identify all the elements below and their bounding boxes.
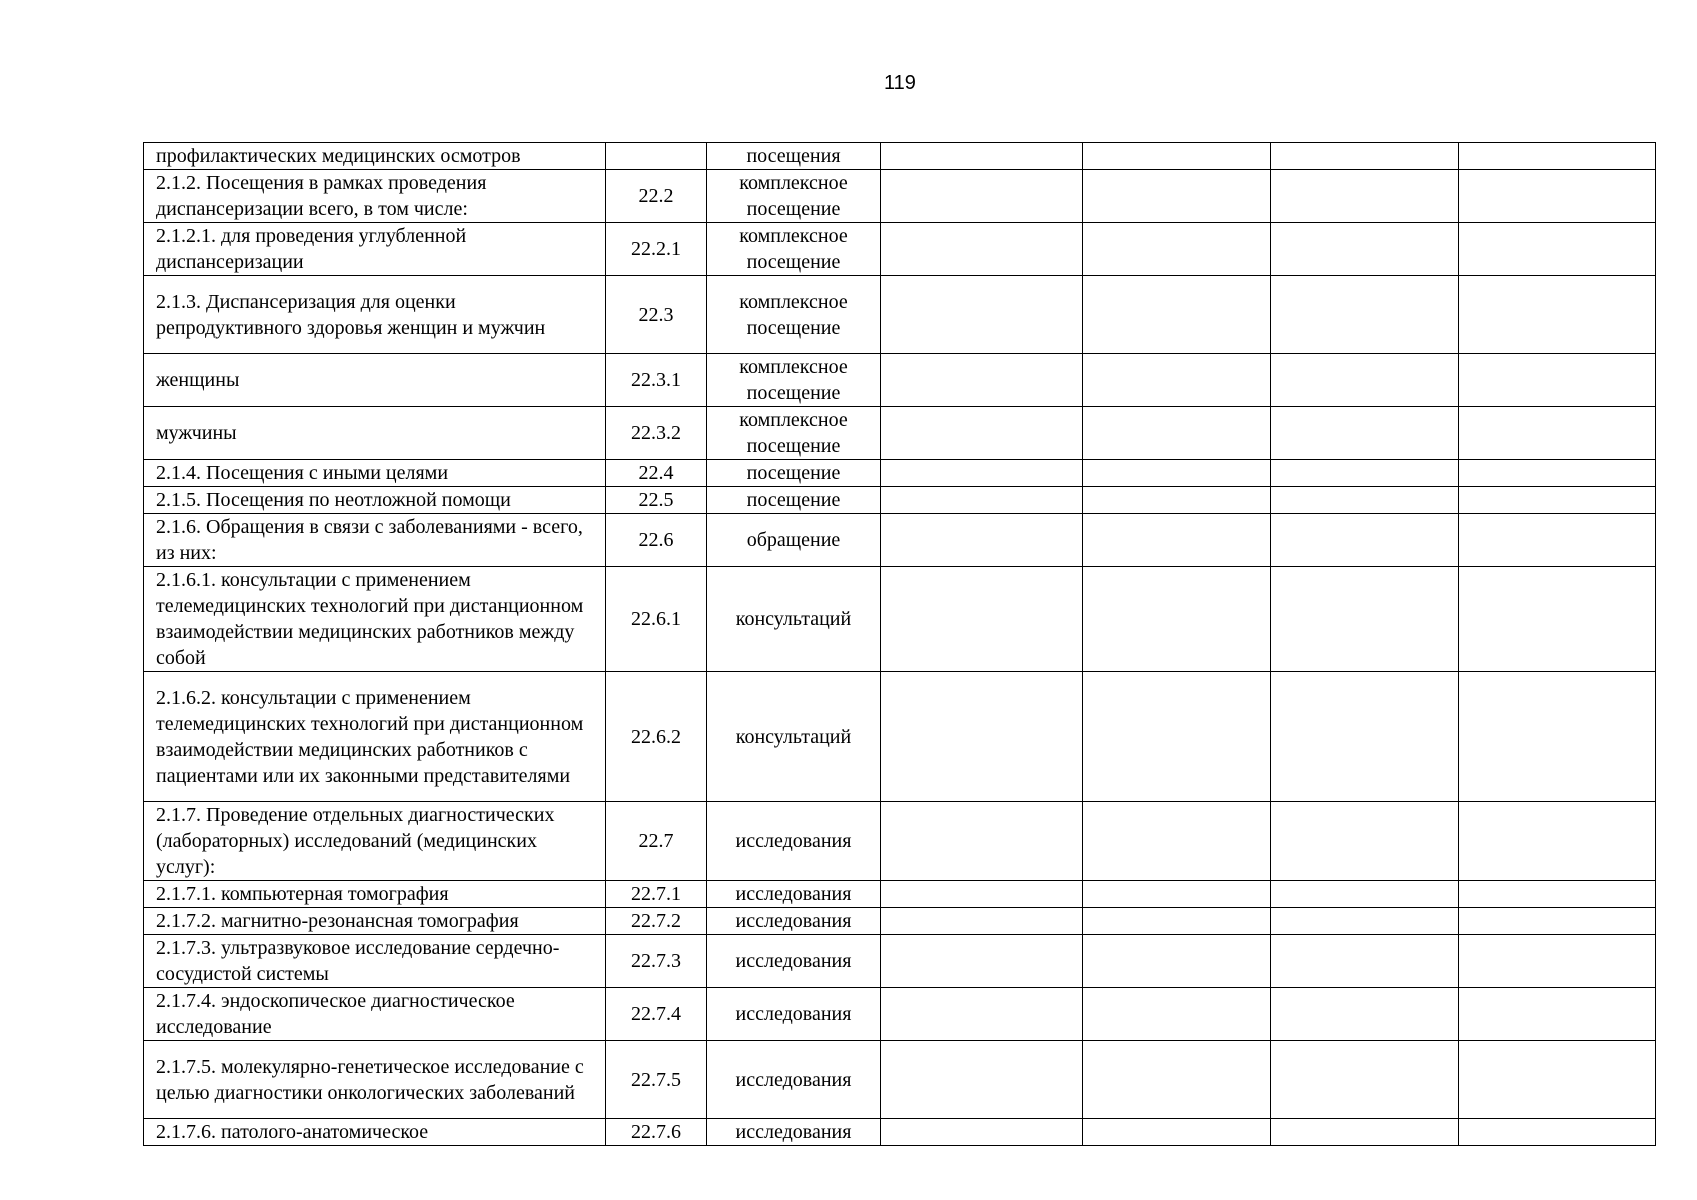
table-row [144, 143, 1656, 170]
row-unit-cell: исследования [707, 988, 881, 1041]
row-code-cell: 22.7.2 [606, 908, 707, 935]
empty-value-cell [1083, 1119, 1271, 1146]
empty-value-cell [881, 908, 1083, 935]
table-row [144, 170, 1656, 223]
row-code-cell: 22.2 [606, 170, 707, 223]
row-name-cell: 2.1.7.4. эндоскопическое диагностическое исследование [144, 988, 606, 1041]
empty-value-cell [1271, 514, 1459, 567]
empty-value-cell [1459, 354, 1656, 407]
row-unit-cell: консультаций [707, 672, 881, 802]
empty-value-cell [1083, 802, 1271, 881]
row-code-cell: 22.7.6 [606, 1119, 707, 1146]
row-unit-cell: посещение [707, 460, 881, 487]
empty-value-cell [1459, 170, 1656, 223]
table-row [144, 567, 1656, 672]
empty-value-cell [1459, 143, 1656, 170]
row-unit-cell: исследования [707, 935, 881, 988]
row-code-cell [606, 143, 707, 170]
row-code-cell: 22.7.3 [606, 935, 707, 988]
row-name-cell: 2.1.3. Диспансеризация для оценки репродуктивного здоровья женщин и мужчин [144, 276, 606, 354]
row-name-cell: 2.1.2.1. для проведения углубленной диспансеризации [144, 223, 606, 276]
row-unit-cell: обращение [707, 514, 881, 567]
row-code-cell: 22.5 [606, 487, 707, 514]
empty-value-cell [1083, 988, 1271, 1041]
empty-value-cell [1459, 276, 1656, 354]
row-name-cell: 2.1.4. Посещения с иными целями [144, 460, 606, 487]
empty-value-cell [881, 802, 1083, 881]
row-name-cell: 2.1.2. Посещения в рамках проведения диспансеризации всего, в том числе: [144, 170, 606, 223]
empty-value-cell [1459, 1041, 1656, 1119]
empty-value-cell [1083, 407, 1271, 460]
empty-value-cell [1271, 881, 1459, 908]
row-unit-cell: посещения [707, 143, 881, 170]
empty-value-cell [1271, 276, 1459, 354]
table-row [144, 487, 1656, 514]
empty-value-cell [1083, 514, 1271, 567]
empty-value-cell [1271, 567, 1459, 672]
empty-value-cell [1459, 567, 1656, 672]
row-name-cell: 2.1.6. Обращения в связи с заболеваниями - всего, из них: [144, 514, 606, 567]
empty-value-cell [881, 1119, 1083, 1146]
empty-value-cell [1271, 223, 1459, 276]
row-code-cell: 22.3.1 [606, 354, 707, 407]
row-name-cell: 2.1.7.5. молекулярно-генетическое исследование с целью диагностики онкологических заболеваний [144, 1041, 606, 1119]
row-name-cell: 2.1.7. Проведение отдельных диагностических (лабораторных) исследований (медицинских услуг): [144, 802, 606, 881]
row-code-cell: 22.3.2 [606, 407, 707, 460]
empty-value-cell [1083, 354, 1271, 407]
empty-value-cell [1271, 487, 1459, 514]
empty-value-cell [1083, 276, 1271, 354]
empty-value-cell [881, 407, 1083, 460]
empty-value-cell [1271, 1041, 1459, 1119]
row-name-cell: 2.1.7.2. магнитно-резонансная томография [144, 908, 606, 935]
row-unit-cell: комплексное посещение [707, 276, 881, 354]
row-code-cell: 22.3 [606, 276, 707, 354]
empty-value-cell [1083, 487, 1271, 514]
empty-value-cell [881, 460, 1083, 487]
row-unit-cell: посещение [707, 487, 881, 514]
table-row [144, 935, 1656, 988]
row-unit-cell: исследования [707, 908, 881, 935]
empty-value-cell [1083, 170, 1271, 223]
empty-value-cell [1271, 460, 1459, 487]
table-row [144, 1119, 1656, 1146]
row-name-cell: 2.1.6.2. консультации с применением телемедицинских технологий при дистанционном взаимодействии медицинских работников с пациентами или их законными представителями [144, 672, 606, 802]
table-row [144, 881, 1656, 908]
empty-value-cell [881, 223, 1083, 276]
row-unit-cell: комплексное посещение [707, 354, 881, 407]
empty-value-cell [1271, 354, 1459, 407]
empty-value-cell [881, 143, 1083, 170]
empty-value-cell [1271, 802, 1459, 881]
row-code-cell: 22.2.1 [606, 223, 707, 276]
row-name-cell: мужчины [144, 407, 606, 460]
empty-value-cell [881, 354, 1083, 407]
empty-value-cell [1459, 988, 1656, 1041]
empty-value-cell [881, 487, 1083, 514]
row-name-cell: 2.1.6.1. консультации с применением телемедицинских технологий при дистанционном взаимодействии медицинских работников между собой [144, 567, 606, 672]
table-row [144, 672, 1656, 802]
table-row [144, 1041, 1656, 1119]
row-code-cell: 22.7.5 [606, 1041, 707, 1119]
empty-value-cell [1271, 908, 1459, 935]
empty-value-cell [1083, 672, 1271, 802]
row-unit-cell: исследования [707, 881, 881, 908]
empty-value-cell [1459, 881, 1656, 908]
empty-value-cell [1083, 223, 1271, 276]
row-name-cell: женщины [144, 354, 606, 407]
table-row [144, 354, 1656, 407]
empty-value-cell [1459, 514, 1656, 567]
page-number: 119 [884, 72, 916, 94]
row-name-cell: 2.1.5. Посещения по неотложной помощи [144, 487, 606, 514]
row-unit-cell: исследования [707, 1041, 881, 1119]
row-unit-cell: комплексное посещение [707, 223, 881, 276]
empty-value-cell [1271, 170, 1459, 223]
empty-value-cell [1271, 672, 1459, 802]
empty-value-cell [1083, 567, 1271, 672]
row-code-cell: 22.6.1 [606, 567, 707, 672]
row-name-cell: 2.1.7.6. патолого-анатомическое [144, 1119, 606, 1146]
row-code-cell: 22.7.1 [606, 881, 707, 908]
empty-value-cell [1083, 1041, 1271, 1119]
row-code-cell: 22.6 [606, 514, 707, 567]
row-name-cell: 2.1.7.3. ультразвуковое исследование сердечно-сосудистой системы [144, 935, 606, 988]
row-unit-cell: исследования [707, 802, 881, 881]
empty-value-cell [1459, 908, 1656, 935]
empty-value-cell [1271, 1119, 1459, 1146]
empty-value-cell [881, 1041, 1083, 1119]
table-row [144, 514, 1656, 567]
empty-value-cell [881, 514, 1083, 567]
table-row [144, 988, 1656, 1041]
row-code-cell: 22.7.4 [606, 988, 707, 1041]
empty-value-cell [1083, 143, 1271, 170]
empty-value-cell [881, 276, 1083, 354]
empty-value-cell [1083, 935, 1271, 988]
empty-value-cell [881, 988, 1083, 1041]
empty-value-cell [1083, 908, 1271, 935]
table-row [144, 407, 1656, 460]
empty-value-cell [1459, 460, 1656, 487]
empty-value-cell [1459, 802, 1656, 881]
table-row [144, 908, 1656, 935]
empty-value-cell [881, 170, 1083, 223]
empty-value-cell [1459, 487, 1656, 514]
empty-value-cell [1271, 935, 1459, 988]
empty-value-cell [1459, 407, 1656, 460]
row-unit-cell: консультаций [707, 567, 881, 672]
empty-value-cell [1271, 143, 1459, 170]
data-table [143, 142, 1656, 1146]
empty-value-cell [881, 935, 1083, 988]
row-code-cell: 22.4 [606, 460, 707, 487]
empty-value-cell [1459, 935, 1656, 988]
empty-value-cell [1459, 223, 1656, 276]
table-row [144, 223, 1656, 276]
row-code-cell: 22.6.2 [606, 672, 707, 802]
empty-value-cell [1459, 672, 1656, 802]
row-name-cell: 2.1.7.1. компьютерная томография [144, 881, 606, 908]
empty-value-cell [1271, 988, 1459, 1041]
empty-value-cell [1083, 460, 1271, 487]
table-row [144, 276, 1656, 354]
empty-value-cell [1271, 407, 1459, 460]
empty-value-cell [1083, 881, 1271, 908]
row-code-cell: 22.7 [606, 802, 707, 881]
empty-value-cell [1459, 1119, 1656, 1146]
table-row [144, 802, 1656, 881]
row-unit-cell: комплексное посещение [707, 407, 881, 460]
empty-value-cell [881, 672, 1083, 802]
row-name-cell: профилактических медицинских осмотров [144, 143, 606, 170]
table-row [144, 460, 1656, 487]
empty-value-cell [881, 881, 1083, 908]
row-unit-cell: комплексное посещение [707, 170, 881, 223]
row-unit-cell: исследования [707, 1119, 881, 1146]
empty-value-cell [881, 567, 1083, 672]
